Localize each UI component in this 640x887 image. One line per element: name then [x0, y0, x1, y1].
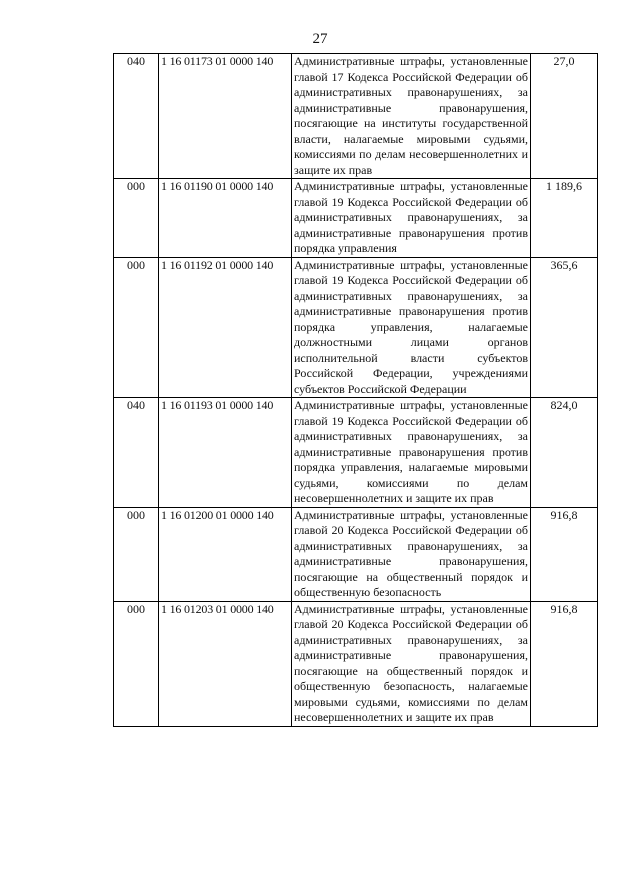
classification-code-cell: 1 16 01200 01 0000 140 [159, 507, 292, 601]
classification-code-cell: 1 16 01190 01 0000 140 [159, 179, 292, 258]
description-cell: Административные штрафы, установленные главой 17 Кодекса Российской Федерации об административных правонарушениях, за административные правонарушения, посягающие на институты государственной власти, налагаемые мировыми судьями, комиссиями по делам несовершеннолетних и защите их прав [292, 54, 531, 179]
description-cell: Административные штрафы, установленные главой 19 Кодекса Российской Федерации об административных правонарушениях, за административные правонарушения против порядка управления, налагаемые мировыми судьями, комиссиями по делам несовершеннолетних и защите их прав [292, 398, 531, 508]
budget-revenue-table [113, 53, 598, 727]
amount-cell: 27,0 [531, 54, 598, 179]
amount-cell: 365,6 [531, 257, 598, 398]
table-row [114, 179, 598, 258]
table-row [114, 601, 598, 726]
description-cell: Административные штрафы, установленные главой 19 Кодекса Российской Федерации об административных правонарушениях, за административные правонарушения против порядка управления, налагаемые должностными лицами органов исполнительной власти субъектов Российской Федерации, учреждениями субъектов Российской Федерации [292, 257, 531, 398]
classification-code-cell: 1 16 01173 01 0000 140 [159, 54, 292, 179]
description-cell: Административные штрафы, установленные главой 19 Кодекса Российской Федерации об административных правонарушениях, за административные правонарушения против порядка управления [292, 179, 531, 258]
description-cell: Административные штрафы, установленные главой 20 Кодекса Российской Федерации об административных правонарушениях, за административные правонарушения, посягающие на общественный порядок и общественную безопасность, налагаемые мировыми судьями, комиссиями по делам несовершеннолетних и защите их прав [292, 601, 531, 726]
amount-cell: 916,8 [531, 601, 598, 726]
admin-code-cell: 000 [114, 179, 159, 258]
admin-code-cell: 000 [114, 257, 159, 398]
admin-code-cell: 040 [114, 398, 159, 508]
classification-code-cell: 1 16 01192 01 0000 140 [159, 257, 292, 398]
amount-cell: 1 189,6 [531, 179, 598, 258]
admin-code-cell: 040 [114, 54, 159, 179]
page-number: 27 [312, 31, 328, 47]
classification-code-cell: 1 16 01203 01 0000 140 [159, 601, 292, 726]
table-row [114, 398, 598, 508]
classification-code-cell: 1 16 01193 01 0000 140 [159, 398, 292, 508]
admin-code-cell: 000 [114, 507, 159, 601]
amount-cell: 824,0 [531, 398, 598, 508]
table-row [114, 507, 598, 601]
table-row [114, 257, 598, 398]
table-row [114, 54, 598, 179]
description-cell: Административные штрафы, установленные главой 20 Кодекса Российской Федерации об административных правонарушениях, за административные правонарушения, посягающие на общественный порядок и общественную безопасность [292, 507, 531, 601]
admin-code-cell: 000 [114, 601, 159, 726]
amount-cell: 916,8 [531, 507, 598, 601]
